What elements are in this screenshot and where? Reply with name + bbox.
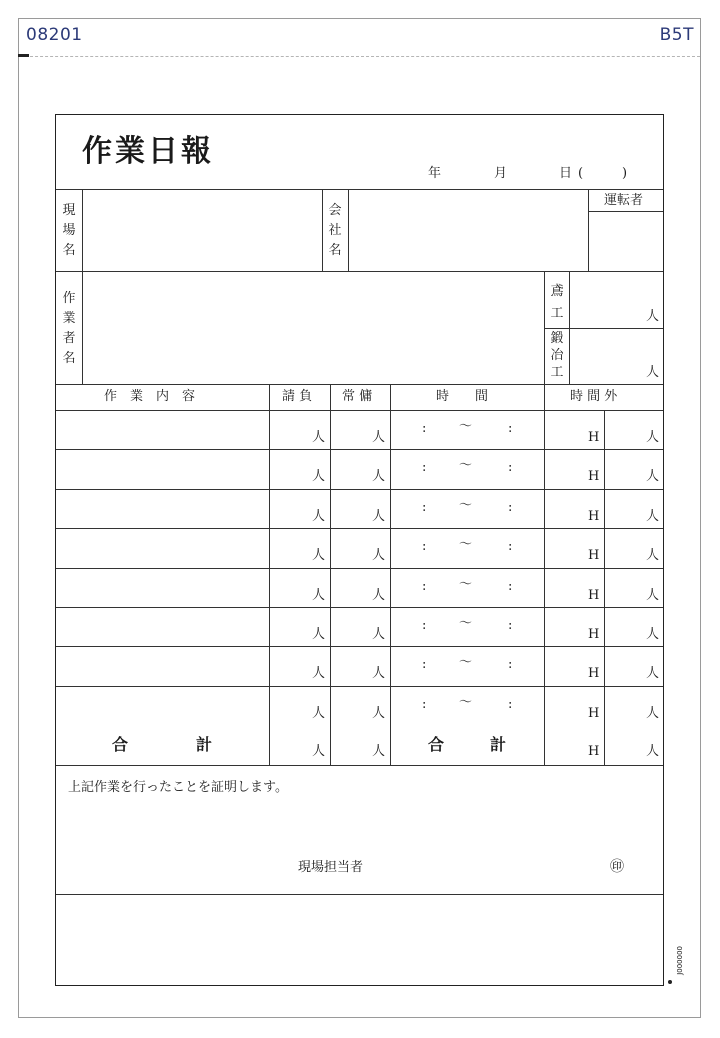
row-overtime-persons: 人 — [646, 469, 660, 485]
row-divider — [56, 646, 663, 647]
total-overtime-persons: 人 — [646, 744, 660, 759]
row-time-tilde: ～ — [459, 419, 473, 434]
worker-name-label-3: 者 — [62, 331, 76, 346]
row-start-colon: : — [422, 460, 427, 476]
driver-divider — [588, 189, 589, 271]
perforation-line — [20, 56, 700, 57]
row-start-colon: : — [422, 499, 427, 515]
total-time-label-2: 計 — [490, 735, 507, 754]
row-overtime-hours: H — [588, 469, 600, 485]
divider-site — [56, 271, 663, 272]
row-regular-unit: 人 — [372, 469, 386, 485]
row-contract-unit: 人 — [312, 705, 326, 721]
row-overtime-hours: H — [588, 587, 600, 603]
row-end-colon: : — [508, 657, 513, 673]
row-end-colon: : — [508, 460, 513, 476]
kaji-label-3: 工 — [550, 365, 564, 380]
row-regular-unit: 人 — [372, 705, 386, 721]
company-name-label-2: 社 — [328, 223, 342, 238]
row-overtime-persons: 人 — [646, 627, 660, 642]
company-name-label-1: 会 — [328, 203, 342, 218]
row-overtime-persons: 人 — [646, 666, 660, 682]
site-name-label-2: 場 — [62, 223, 76, 238]
form-code-right: B5T — [659, 25, 694, 45]
company-name-label — [328, 201, 342, 261]
form-title: 作業日報 — [82, 134, 214, 169]
row-divider — [56, 528, 663, 529]
row-time-tilde: ～ — [459, 458, 473, 474]
divider-table-header — [56, 410, 663, 411]
row-divider — [56, 568, 663, 569]
kaji-label — [550, 330, 564, 381]
date-weekday-close: ) — [622, 166, 628, 181]
row-time-tilde: ～ — [459, 497, 473, 513]
divider-total — [56, 765, 663, 766]
col-divider-2 — [330, 384, 331, 765]
row-regular-unit: 人 — [372, 548, 386, 564]
site-name-label — [62, 201, 76, 261]
col-divider-4 — [544, 384, 545, 765]
row-contract-unit: 人 — [312, 666, 326, 682]
company-left-divider — [322, 189, 323, 271]
kaji-label-2: 冶 — [550, 348, 564, 363]
row-overtime-hours: H — [588, 666, 600, 682]
company-label-divider — [348, 189, 349, 271]
col-divider-3 — [390, 384, 391, 765]
col-overtime: 時 間 外 — [570, 389, 618, 404]
row-regular-unit: 人 — [372, 627, 386, 642]
divider-cert — [56, 894, 663, 895]
site-label-divider — [82, 189, 83, 271]
row-start-colon: : — [422, 539, 427, 555]
total-label-1: 合 — [112, 735, 129, 754]
company-name-label-3: 名 — [328, 243, 342, 258]
row-time-tilde: ～ — [459, 576, 473, 592]
row-time-tilde: ～ — [459, 616, 473, 631]
row-overtime-hours: H — [588, 627, 600, 642]
total-regular-unit: 人 — [372, 744, 386, 759]
row-end-colon: : — [508, 578, 513, 594]
side-dot — [668, 980, 672, 984]
row-overtime-hours: H — [588, 508, 600, 524]
site-manager-label: 現場担当者 — [298, 860, 364, 875]
row-overtime-persons: 人 — [646, 705, 660, 721]
row-end-colon: : — [508, 696, 513, 712]
row-divider — [56, 489, 663, 490]
total-label-2: 計 — [196, 735, 213, 754]
driver-label: 運転者 — [604, 193, 644, 208]
row-overtime-persons: 人 — [646, 430, 660, 445]
certify-text: 上記作業を行ったことを証明します。 — [68, 780, 288, 795]
worker-label-divider — [82, 271, 83, 384]
row-contract-unit: 人 — [312, 508, 326, 524]
row-divider — [56, 607, 663, 608]
row-contract-unit: 人 — [312, 469, 326, 485]
row-start-colon: : — [422, 618, 427, 633]
col-time: 時 間 — [436, 389, 489, 404]
row-start-colon: : — [422, 696, 427, 712]
row-end-colon: : — [508, 539, 513, 555]
kaji-label-1: 鍛 — [550, 331, 564, 346]
row-contract-unit: 人 — [312, 430, 326, 445]
date-year-label: 年 — [428, 166, 442, 181]
row-time-tilde: ～ — [459, 537, 473, 553]
date-month-label: 月 — [494, 166, 508, 181]
row-regular-unit: 人 — [372, 587, 386, 603]
row-overtime-persons: 人 — [646, 508, 660, 524]
row-time-tilde: ～ — [459, 694, 473, 710]
worker-name-label-4: 名 — [62, 351, 76, 366]
row-start-colon: : — [422, 578, 427, 594]
row-start-colon: : — [422, 657, 427, 673]
row-contract-unit: 人 — [312, 587, 326, 603]
worker-name-label — [62, 289, 76, 369]
row-regular-unit: 人 — [372, 508, 386, 524]
row-divider — [56, 686, 663, 687]
seal-mark: ㊞ — [610, 859, 624, 875]
perforation-mark — [18, 54, 29, 57]
row-end-colon: : — [508, 618, 513, 633]
site-name-label-1: 現 — [62, 203, 76, 218]
total-contract-unit: 人 — [312, 744, 326, 759]
date-weekday-open: ( — [578, 166, 584, 181]
tobi-label-2: 工 — [550, 306, 564, 321]
row-overtime-persons: 人 — [646, 548, 660, 564]
worker-name-label-1: 作 — [62, 291, 76, 306]
col-divider-1 — [269, 384, 270, 765]
row-divider — [56, 449, 663, 450]
side-code: J000000 — [676, 946, 684, 975]
row-start-colon: : — [422, 421, 427, 436]
tobi-label-1: 鳶 — [550, 284, 564, 299]
row-time-tilde: ～ — [459, 655, 473, 671]
divider-workers — [56, 384, 663, 385]
form-code-left: 08201 — [26, 25, 83, 45]
col-regular: 常 傭 — [342, 389, 373, 404]
total-overtime-hours: H — [588, 744, 600, 759]
driver-label-divider — [588, 211, 663, 212]
row-regular-unit: 人 — [372, 430, 386, 445]
col-contract: 請 負 — [282, 389, 313, 404]
trade-mid-divider — [544, 328, 663, 329]
col-work-content: 作 業 内 容 — [104, 389, 196, 404]
col-divider-5 — [604, 410, 605, 765]
row-end-colon: : — [508, 499, 513, 515]
divider-title — [56, 189, 663, 190]
tobi-count-unit: 人 — [646, 309, 660, 324]
row-contract-unit: 人 — [312, 548, 326, 564]
row-overtime-persons: 人 — [646, 587, 660, 603]
date-day-label: 日 — [559, 166, 573, 181]
row-overtime-hours: H — [588, 705, 600, 721]
row-regular-unit: 人 — [372, 666, 386, 682]
row-contract-unit: 人 — [312, 627, 326, 642]
worker-name-label-2: 業 — [62, 311, 76, 326]
row-overtime-hours: H — [588, 430, 600, 445]
kaji-count-unit: 人 — [646, 365, 660, 380]
total-time-label-1: 合 — [428, 735, 445, 754]
row-overtime-hours: H — [588, 548, 600, 564]
row-end-colon: : — [508, 421, 513, 436]
daily-report-form — [55, 114, 664, 986]
tobi-label — [550, 281, 564, 325]
site-name-label-3: 名 — [62, 243, 76, 258]
